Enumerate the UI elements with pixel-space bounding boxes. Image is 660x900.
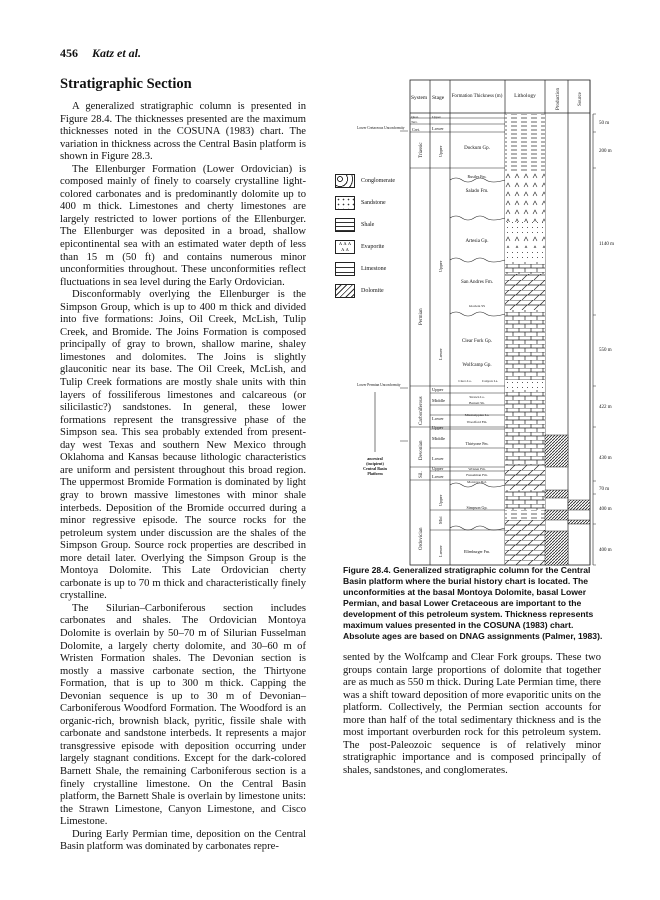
thickness-brackets xyxy=(593,114,614,565)
right-column xyxy=(343,652,601,777)
boundaries xyxy=(410,118,505,530)
formation-label: Mississippian Ls. xyxy=(464,413,490,417)
paragraph: A generalized stratigraphic column is presented in Figure 28.4. The thicknesses presented are the maximum thicknesses noted in the COSUNA (1983) chart. The variation in thickness across the Central Basin platform is shown in Figure 28.3. xyxy=(60,101,306,163)
header-production: Production xyxy=(556,88,561,110)
legend-label: Evaporite xyxy=(361,244,385,250)
system-label: Quat. xyxy=(411,115,419,119)
header-stage: Stage xyxy=(432,95,445,101)
thickness-label: 422 m xyxy=(599,405,612,410)
stage-label: Middle xyxy=(432,398,445,403)
system-label: Triassic xyxy=(419,142,424,158)
stage-label: Upper xyxy=(432,387,444,392)
paragraph: During Early Permian time, deposition on the Central Basin platform was dominated by carbonates repre- xyxy=(60,828,306,853)
system-label: Tert. xyxy=(411,120,418,124)
formation-label: Cisco Ls. xyxy=(458,379,472,383)
formation-label: Strawn Ls. xyxy=(469,395,485,399)
thickness-label: 70 m xyxy=(599,487,610,492)
header-lithology: Lithology xyxy=(514,93,536,99)
annotation: Platform xyxy=(367,471,383,476)
header-source: Source xyxy=(578,92,583,106)
system-label: Cret. xyxy=(412,127,420,132)
formation-labels xyxy=(458,146,498,554)
stage-label: Lower xyxy=(432,416,444,421)
formation-label: Wolfcamp Gp. xyxy=(462,363,492,368)
stage-labels xyxy=(432,115,445,557)
annotation: (incipient) xyxy=(366,461,384,466)
production-source-bars xyxy=(545,435,590,565)
formation-label: Salado Fm. xyxy=(465,189,489,194)
stage-label: Upper xyxy=(432,425,444,430)
legend-label: Limestone xyxy=(361,266,387,272)
paragraph: sented by the Wolfcamp and Clear Fork groups. These two groups contain large proportions of dolomite that together are as much as 550 m thick. During Late Permian time, there was a shift toward deposition of more evaporitic units on the platform. Collectively, the Permian section accounts for more than half of the total sedimentary thickness and is the most important overburden rock for this petroleum system. The post-Paleozoic sequence is of relatively minor stratigraphic importance and is composed principally of shales, sandstones, and conglomerates. xyxy=(343,652,601,776)
formation-label: Fusselman Fm. xyxy=(466,473,488,477)
running-header xyxy=(60,46,141,61)
page-number: 456 xyxy=(60,46,78,60)
formation-label: Glorieta SS xyxy=(468,304,486,308)
formation-label: Thirtyone Fm. xyxy=(465,441,489,446)
legend-label: Sandstone xyxy=(361,200,386,206)
formation-label: Artesia Gp. xyxy=(465,239,489,244)
stage-label: Upper xyxy=(438,145,443,157)
header-formation: Formation Thickness (m) xyxy=(451,94,503,99)
thickness-label: 50 m xyxy=(599,121,610,126)
system-label: Carboniferous xyxy=(419,396,424,425)
left-column xyxy=(60,76,306,854)
system-label: Devonian xyxy=(419,440,424,460)
legend-label: Dolomite xyxy=(361,288,384,294)
lithology-column xyxy=(505,114,545,565)
system-label: Ordovician xyxy=(419,527,424,550)
stage-label: Lower xyxy=(432,474,444,479)
thickness-label: 550 m xyxy=(599,348,612,353)
stratigraphic-column-figure xyxy=(320,70,640,570)
stage-label: Upper xyxy=(432,115,441,119)
stage-label: Lower xyxy=(432,126,444,131)
formation-label: Dockum Gp. xyxy=(464,146,490,151)
thickness-label: 200 m xyxy=(599,149,612,154)
formation-label: Wristen Fm. xyxy=(468,467,486,471)
formation-label: Rustler Fm. xyxy=(467,174,487,179)
system-label: Sil. xyxy=(419,471,424,478)
stage-label: Upper xyxy=(432,466,444,471)
header-system: System xyxy=(411,95,428,101)
stage-label: Lower xyxy=(432,456,444,461)
stage-label: Upper xyxy=(438,260,443,272)
paragraph: The Ellenburger Formation (Lower Ordovician) is composed mainly of finely to coarsely crystalline light-colored carbonates and is predominantly dolomite up to 400 m thick. Limestones and cherty limestones are largely restricted to lower portions of the Ellenburger. The Ellenburger was deposited in a broad, shallow epicontinental sea with an estimated water depth of less than 15 m (50 ft) and contains numerous minor unconformities throughout. These unconformities reflect fluctuations in sea level during the Early Ordovician. xyxy=(60,163,306,288)
formation-label: Canyon Ls. xyxy=(481,379,499,383)
legend-label: Conglomerate xyxy=(361,178,395,184)
formation-label: Montoya Dol. xyxy=(467,480,487,484)
annotation: Lower Cretaceous Unconformity xyxy=(357,126,405,130)
authors: Katz et al. xyxy=(92,46,142,60)
stage-label: Lower xyxy=(438,545,443,557)
formation-label: Clear Fork Gp. xyxy=(461,339,493,344)
annotation: Lower Permian Unconformity xyxy=(357,383,401,387)
thickness-label: 430 m xyxy=(599,456,612,461)
paragraph: The Silurian–Carboniferous section includes carbonates and shales. The Ordovician Montoya Dolomite is overlain by 50–70 m of Silurian Fusselman Dolomite, a largely cherty dolomite, and 30–60 m of Wristen Formation shales. The Devonian section is mostly a massive carbonate section, the Thirtyone Formation, that is up to 300 m thick. Capping the Devonian sequence is up to 30 m of Devonian–Carboniferous Woodford Formation. The Woodford is an organic-rich, brownish black, pyritic, fissile shale with carbonate and sandstone interbeds. It represents a major transgressive episode with deposition occurring under largely stagnant conditions. Except for the dark-colored Barnett Shale, the remaining Carboniferous section is a finely crystalline limestone. On the Central Basin platform, the Barnett Shale is overlain by limestone units: the Strawn Limestone, Canyon Limestone, and Cisco Limestone. xyxy=(60,602,306,828)
unconformity-annotations xyxy=(357,126,408,476)
figure-caption: Figure 28.4. Generalized stratigraphic column for the Central Basin platform where the burial history chart is located. The unconformities at the basal Montoya Dolomite, basal Lower Permian, and basal Lower Cretaceous are important to the development of this petroleum system. Thickness represents maximum values presented in the COSUNA (1983) chart. Absolute ages are based on DNAG assignments (Palmer, 1983). xyxy=(343,565,603,641)
formation-label: Simpson Gp. xyxy=(466,505,488,510)
legend-label: Shale xyxy=(361,222,375,228)
formation-label: Barnett Sh. xyxy=(469,401,485,405)
annotation: Central Basin xyxy=(363,466,387,471)
thickness-label: 400 m xyxy=(599,507,612,512)
thickness-label: 1140 m xyxy=(599,242,614,247)
system-label: Permian xyxy=(419,308,424,325)
stage-label: Lower xyxy=(438,348,443,360)
stage-label: Middle xyxy=(432,436,445,441)
annotation: ancestral xyxy=(367,456,383,461)
section-title: Stratigraphic Section xyxy=(60,76,192,92)
formation-label: Ellenburger Fm. xyxy=(463,549,491,554)
stage-label: Mid xyxy=(438,516,443,524)
paragraph: Disconformably overlying the Ellenburger is the Simpson Group, which is up to 400 m thick and divided into five formations: Joins, Oil Creek, McLish, Tulip Creek, and Bromide. The Joins Formation is composed principally of gray to brown, shallow marine, shaley limestones and dolomites. The Joins is slightly glauconitic near its base. The Oil Creek, McLish, and Tulip Creek formations are mostly shale units with thin layers of fossiliferous limestones and calcareous (or silicilastic?) sandstones. In general, these lower formations represent the transgressive phase of the Simpson sea. This sea probably extended from present-day west Texas and southern New Mexico through Oklahoma and Kansas because lithologic characteristics are uniform and persistent throughout this broad region. The uppermost Bromide Formation is dominated by light gray to brown massive limestones with minor shale interbeds. Deposition of the Bromide occurred during a minor regressive episode. The source rocks for the petroleum system under discussion are the shales of the Simpson Group. Source rock properties are described in more detail later. Overlying the Simpson Group is the Montoya Dolomite. This Late Ordovician cherty carbonate is up to 70 m thick and characteristically finely crystalline. xyxy=(60,289,306,602)
stage-label: Upper xyxy=(438,494,443,506)
formation-label: San Andres Fm. xyxy=(460,280,494,285)
system-labels xyxy=(411,115,424,550)
thickness-label: 400 m xyxy=(599,548,612,553)
evaporite-swatch: ʌ ʌ ʌ ʌ ʌ xyxy=(335,240,355,254)
formation-label: Woodford Fm. xyxy=(466,420,488,424)
